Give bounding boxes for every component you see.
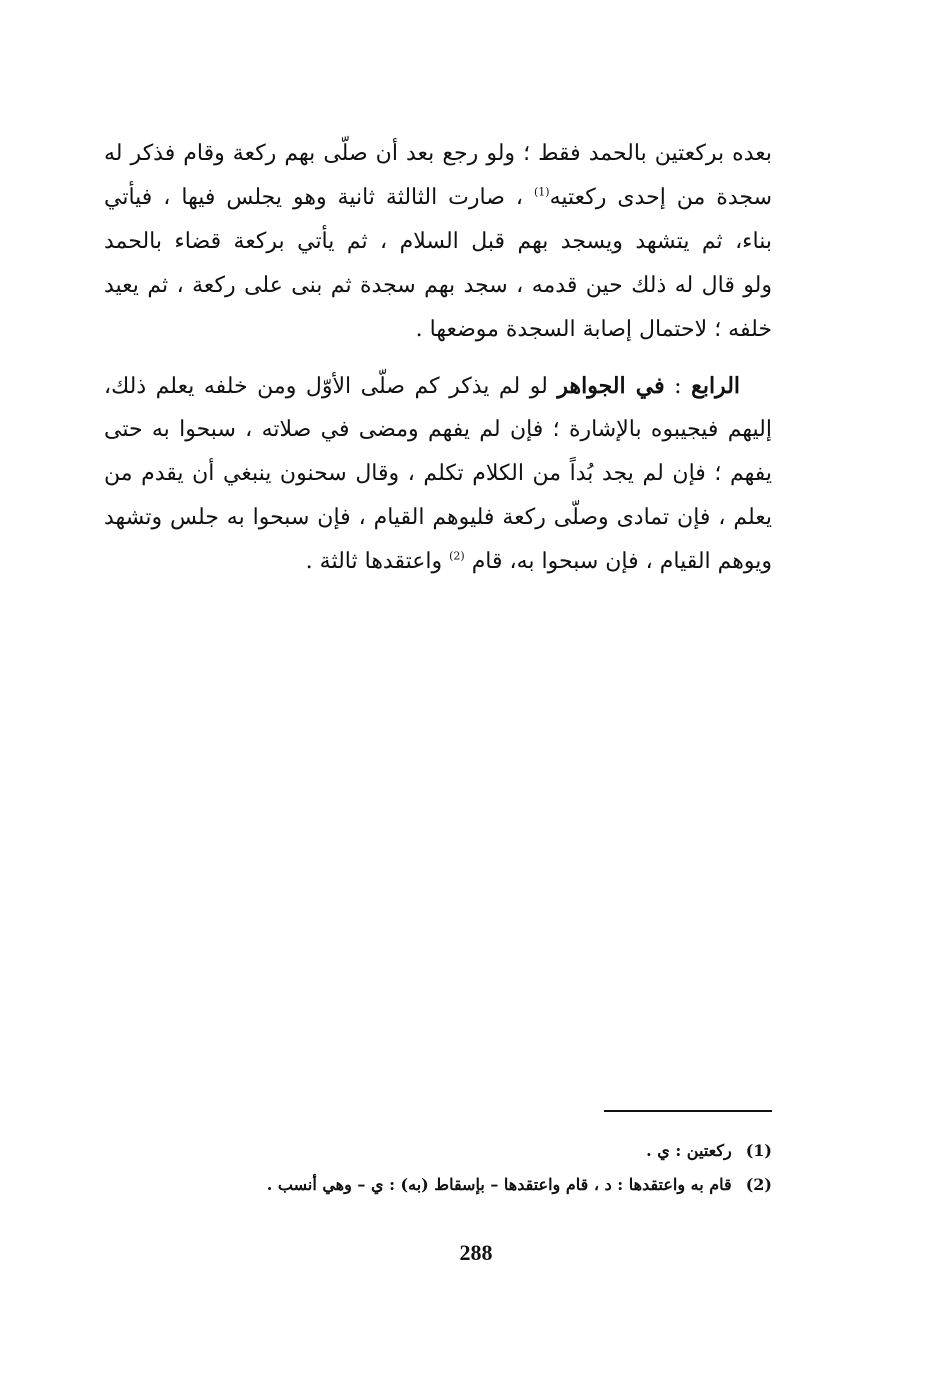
section-heading: الرابع [691,373,741,399]
footnote-separator [604,1110,772,1112]
text-line: بعده بركعتين بالحمد فقط ؛ ولو رجع بعد أن صلّى بهم ركعة وقام فذكر له [104,141,772,166]
footnotes [200,1134,772,1202]
text-line: ولو قال له ذلك حين قدمه ، سجد بهم سجدة ثم بنى على ركعة ، ثم يعيد [104,273,772,298]
paragraph-1 [104,132,772,352]
page-number: 288 [459,1240,493,1265]
text-line: يفهم ؛ فإن لم يجد بُداً من الكلام تكلم ، وقال سحنون ينبغي أن يقدم من [104,461,772,486]
footnote-2 [200,1168,772,1202]
text-segment: سجدة من إحدى ركعتيه [549,185,772,210]
source-reference: في الجواهر [557,373,665,399]
footnote-number: (1) [745,1141,772,1160]
footnote-ref-2: (2) [449,549,465,563]
text-segment: ويوهم القيام ، فإن سبحوا به، قام [471,549,772,574]
text-line [104,176,772,220]
footnote-ref-1: (1) [533,185,550,199]
text-segment: واعتقدها ثالثة . [305,549,450,574]
text-segment: ، صارت الثالثة ثانية وهو يجلس فيها ، فيأتي [104,185,523,210]
text-line: بناء، ثم يتشهد ويسجد بهم قبل السلام ، ثم يأتي بركعة قضاء بالحمد [104,229,772,254]
footnote-text: ركعتين : ي . [646,1141,732,1160]
text-line: إليهم فيجيبوه بالإشارة ؛ فإن لم يفهم ومضى في صلاته ، سبحوا به حتى [104,417,772,442]
footnote-text: قام به واعتقدها : د ، قام واعتقدها – بإسقاط (به) : ي – وهي أنسب . [266,1175,732,1194]
text-segment: لو لم يذكر كم صلّى الأوّل ومن خلفه يعلم ذلك، [104,374,548,399]
text-line: يعلم ، فإن تمادى وصلّى ركعة فليوهم القيام ، فإن سبحوا به جلس وتشهد [104,505,772,530]
footnote-number: (2) [745,1175,772,1194]
paragraph-2 [104,364,772,584]
separator: : [664,374,692,399]
text-line [104,364,772,408]
text-line: خلفه ؛ لاحتمال إصابة السجدة موضعها . [415,317,772,342]
text-line [104,540,772,584]
footnote-1 [200,1134,772,1168]
